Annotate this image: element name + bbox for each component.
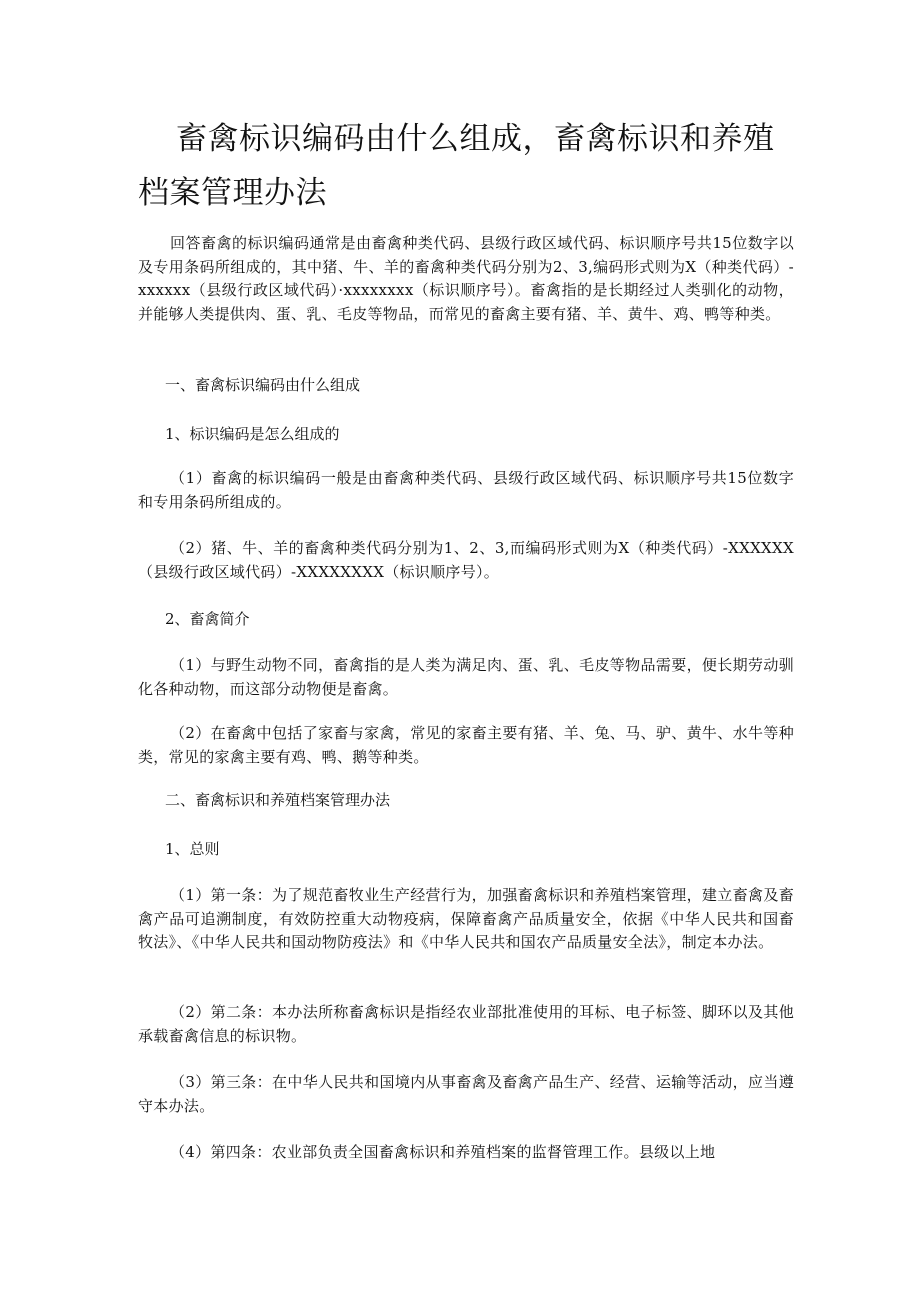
section-2-sub-1-paragraph-3: （3）第三条：在中华人民共和国境内从事畜禽及畜禽产品生产、经营、运输等活动，应当遵守本办法。	[138, 1073, 794, 1115]
section-2-sub-1-paragraph-1: （1）第一条：为了规范畜牧业生产经营行为，加强畜禽标识和养殖档案管理，建立畜禽及畜禽产品可追溯制度，有效防控重大动物疫病，保障畜禽产品质量安全，依据《中华人民共和国畜牧法》、《中华人民共和国动物防疫法》和《中华人民共和国农产品质量安全法》，制定本办法。	[138, 886, 794, 951]
section-1-sub-1-paragraph-2: （2）猪、牛、羊的畜禽种类代码分别为1、2、3,而编码形式则为X（种类代码）-XXXXXX（县级行政区域代码）-XXXXXXXX（标识顺序号）。	[138, 539, 794, 581]
section-1-heading: 一、畜禽标识编码由什么组成	[165, 376, 361, 394]
section-2-sub-1-paragraph-4: （4）第四条：农业部负责全国畜禽标识和养殖档案的监督管理工作。县级以上地	[170, 1143, 716, 1161]
intro-paragraph: 回答畜禽的标识编码通常是由畜禽种类代码、县级行政区域代码、标识顺序号共15位数字以及专用条码所组成的，其中猪、牛、羊的畜禽种类代码分别为2、3,编码形式则为X（种类代码）-xxxxxx（县级行政区域代码）·xxxxxxxx（标识顺序号）。畜禽指的是长期经过人类驯化的动物，并能够人类提供肉、蛋、乳、毛皮等物品，而常见的畜禽主要有猪、羊、黄牛、鸡、鸭等种类。	[138, 234, 794, 323]
section-2-heading: 二、畜禽标识和养殖档案管理办法	[165, 791, 391, 809]
section-2-sub-1-paragraph-2: （2）第二条：本办法所称畜禽标识是指经农业部批准使用的耳标、电子标签、脚环以及其他承载畜禽信息的标识物。	[138, 1003, 794, 1045]
section-1-sub-2-paragraph-1: （1）与野生动物不同，畜禽指的是人类为满足肉、蛋、乳、毛皮等物品需要，便长期劳动驯化各种动物，而这部分动物便是畜禽。	[138, 656, 794, 698]
document-title: 畜禽标识编码由什么组成，畜禽标识和养殖档案管理办法	[138, 121, 775, 211]
section-1-sub-2-paragraph-2: （2）在畜禽中包括了家畜与家禽，常见的家畜主要有猪、羊、兔、马、驴、黄牛、水牛等种类，常见的家禽主要有鸡、鸭、鹅等种类。	[138, 724, 794, 766]
section-1-sub-1-heading: 1、标识编码是怎么组成的	[165, 425, 340, 443]
section-1-sub-2-heading: 2、畜禽简介	[165, 610, 250, 628]
section-1-sub-1-paragraph-1: （1）畜禽的标识编码一般是由畜禽种类代码、县级行政区域代码、标识顺序号共15位数字和专用条码所组成的。	[138, 469, 794, 511]
section-2-sub-1-heading: 1、总则	[165, 840, 220, 858]
